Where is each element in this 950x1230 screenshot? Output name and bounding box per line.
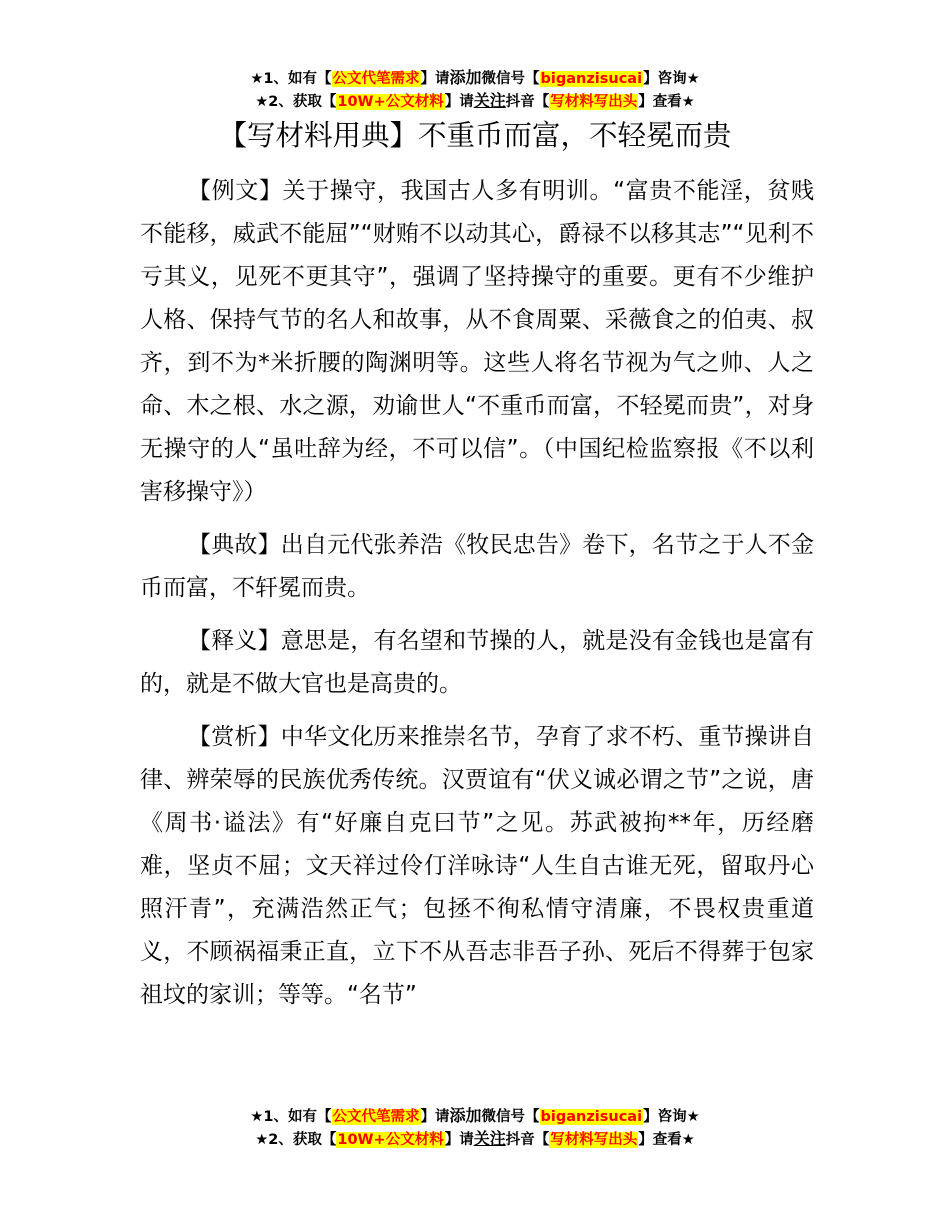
document-title: 【写材料用典】不重币而富，不轻冕而贵 bbox=[218, 119, 732, 152]
paragraph-allusion: 【典故】出自元代张养浩《牧民忠告》卷下，名节之于人不金币而富，不轩冕而贵。 bbox=[140, 532, 814, 601]
header-banner bbox=[0, 67, 950, 113]
footer-banner bbox=[0, 1105, 950, 1151]
banner-text: 微信号【 bbox=[481, 1109, 540, 1125]
banner-line-2 bbox=[0, 90, 950, 113]
paragraph-example: 【例文】关于操守，我国古人多有明训。“富贵不能淫，贫贱不能移，威武不能屈”“财贿不以动其心，爵禄不以移其志”“见利不亏其义，见死不更其守”，强调了坚持操守的重要。更有不少维护人格、保持气节的名人和故事，从不食周粟、采薇食之的伯夷、叔齐，到不为*米折腰的陶渊明等。这些人将名节视为气之帅、人之命、木之根、水之源，劝谕世人“不重币而富，不轻冕而贵”，对身无操守的人“虽吐辞为经，不可以信”。（中国纪检监察报《不以利害移操守》） bbox=[140, 178, 814, 505]
banner-text: 】请 bbox=[420, 71, 450, 87]
banner-emphasis: 添加 bbox=[449, 1106, 482, 1125]
banner-line-2 bbox=[0, 1128, 950, 1151]
banner-highlight-materials: 10W+公文材料 bbox=[337, 94, 444, 110]
banner-highlight-service: 公文代笔需求 bbox=[332, 71, 420, 87]
banner-highlight-douyin-id: 写材料写出头 bbox=[550, 94, 638, 110]
banner-line-1 bbox=[0, 1105, 950, 1128]
banner-emphasis: 关注 bbox=[473, 91, 506, 110]
banner-highlight-wechat-id: biganzisucai bbox=[540, 1109, 643, 1125]
banner-text: 】查看★ bbox=[638, 94, 695, 110]
banner-text: 抖音【 bbox=[505, 1132, 550, 1148]
paragraph-meaning: 【释义】意思是，有名望和节操的人，就是没有金钱也是富有的，就是不做大官也是高贵的。 bbox=[140, 628, 814, 697]
banner-text: 】咨询★ bbox=[643, 1109, 700, 1125]
banner-text: 抖音【 bbox=[505, 94, 550, 110]
banner-text: ★2、获取【 bbox=[255, 1132, 337, 1148]
banner-line-1 bbox=[0, 67, 950, 90]
banner-highlight-materials: 10W+公文材料 bbox=[337, 1132, 444, 1148]
banner-text: 】查看★ bbox=[638, 1132, 695, 1148]
banner-highlight-wechat-id: biganzisucai bbox=[540, 71, 643, 87]
banner-emphasis: 添加 bbox=[449, 68, 482, 87]
banner-emphasis: 关注 bbox=[473, 1129, 506, 1148]
banner-text: ★1、如有【 bbox=[250, 71, 332, 87]
banner-text: ★2、获取【 bbox=[255, 94, 337, 110]
banner-text: 】咨询★ bbox=[643, 71, 700, 87]
banner-text: 】请 bbox=[444, 1132, 474, 1148]
paragraph-analysis: 【赏析】中华文化历来推崇名节，孕育了求不朽、重节操讲自律、辨荣辱的民族优秀传统。汉贾谊有“伏义诚必谓之节”之说，唐《周书·谥法》有“好廉自克曰节”之见。苏武被拘**年，历经磨难，坚贞不屈；文天祥过伶仃洋咏诗“人生自古谁无死，留取丹心照汗青”，充满浩然正气；包拯不徇私情守清廉，不畏权贵重道义，不顾祸福秉正直，立下不从吾志非吾子孙、死后不得葬于包家祖坟的家训；等等。“名节” bbox=[140, 724, 814, 1008]
banner-highlight-douyin-id: 写材料写出头 bbox=[550, 1132, 638, 1148]
banner-text: 微信号【 bbox=[481, 71, 540, 87]
banner-text: ★1、如有【 bbox=[250, 1109, 332, 1125]
document-body bbox=[140, 170, 814, 1027]
banner-text: 】请 bbox=[420, 1109, 450, 1125]
banner-highlight-service: 公文代笔需求 bbox=[332, 1109, 420, 1125]
banner-text: 】请 bbox=[444, 94, 474, 110]
